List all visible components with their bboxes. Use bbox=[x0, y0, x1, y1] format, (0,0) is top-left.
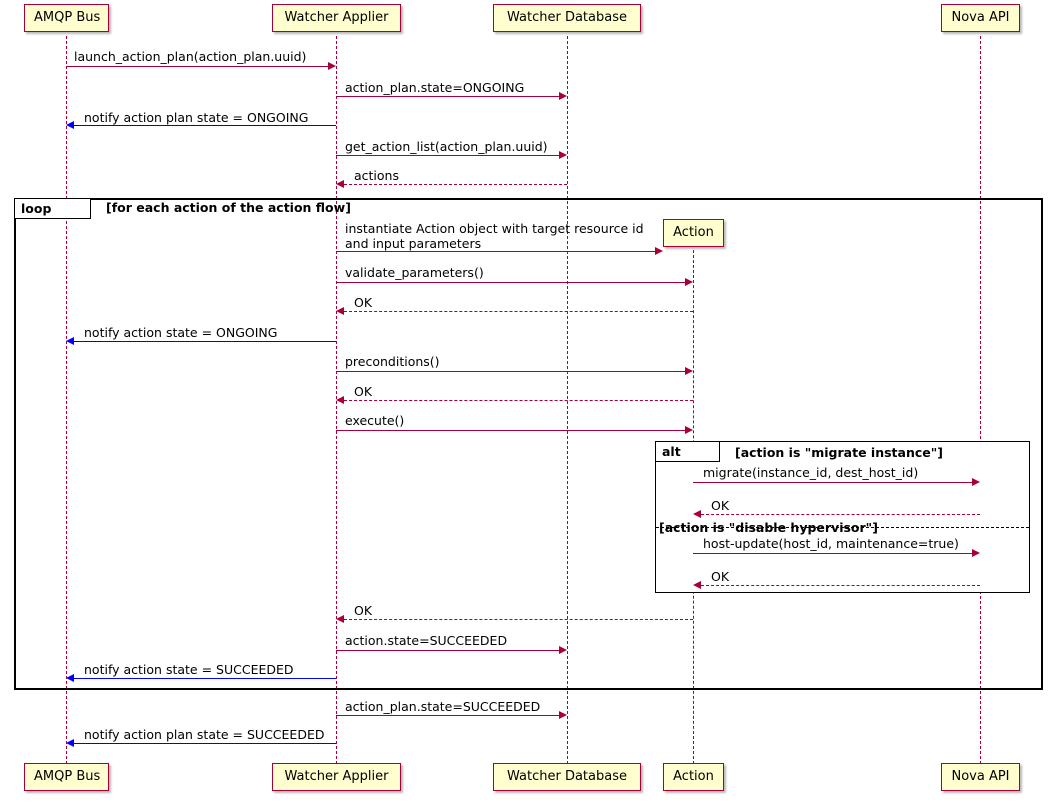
participant-nova-bottom[interactable] bbox=[941, 763, 1020, 791]
loop-frame-tab-label: loop bbox=[21, 201, 52, 216]
participant-amqp-top[interactable] bbox=[24, 4, 109, 32]
message-label-plan-succeeded: action_plan.state=SUCCEEDED bbox=[345, 699, 541, 714]
message-arrowhead-notify-plan-succeeded bbox=[66, 739, 74, 747]
message-arrowhead-launch-action-plan bbox=[328, 62, 336, 70]
message-arrow-execute bbox=[336, 430, 685, 431]
alt-frame-condition-1: [action is "migrate instance"] bbox=[735, 445, 943, 460]
alt-frame-condition-2: [action is "disable hypervisor"] bbox=[659, 520, 878, 535]
participant-action-created[interactable] bbox=[663, 219, 724, 247]
participant-nova-top-label: Nova API bbox=[951, 10, 1010, 25]
participant-database-bottom[interactable] bbox=[493, 763, 641, 791]
message-arrow-preconditions bbox=[336, 371, 685, 372]
message-label-validate-parameters: validate_parameters() bbox=[345, 265, 484, 280]
loop-frame-condition: [for each action of the action flow] bbox=[106, 200, 351, 215]
message-arrowhead-plan-succeeded bbox=[559, 711, 567, 719]
participant-database-top[interactable] bbox=[493, 4, 641, 32]
message-arrowhead-get-action-list bbox=[559, 151, 567, 159]
loop-frame-tab bbox=[15, 199, 91, 219]
participant-applier-bottom[interactable] bbox=[272, 763, 401, 791]
message-label-migrate-ok: OK bbox=[711, 498, 730, 513]
message-label-notify-plan-ongoing: notify action plan state = ONGOING bbox=[84, 110, 309, 125]
message-arrowhead-notify-action-ongoing bbox=[66, 337, 74, 345]
message-arrowhead-execute-ok bbox=[336, 615, 344, 623]
participant-action-created-label: Action bbox=[673, 225, 714, 240]
participant-amqp-bottom[interactable] bbox=[24, 763, 109, 791]
message-label-get-action-list: get_action_list(action_plan.uuid) bbox=[345, 139, 548, 154]
message-label-notify-action-ongoing: notify action state = ONGOING bbox=[84, 325, 278, 340]
message-label-preconditions: preconditions() bbox=[345, 354, 440, 369]
message-arrowhead-preconditions bbox=[685, 367, 693, 375]
message-arrow-launch-action-plan bbox=[66, 66, 328, 67]
message-arrowhead-actions bbox=[336, 180, 344, 188]
message-arrow-notify-action-succeeded bbox=[74, 678, 336, 679]
message-arrow-execute-ok bbox=[344, 619, 693, 620]
participant-amqp-top-label: AMQP Bus bbox=[34, 10, 101, 25]
message-label-migrate: migrate(instance_id, dest_host_id) bbox=[703, 465, 919, 480]
message-arrowhead-host-update bbox=[972, 549, 980, 557]
message-arrowhead-host-update-ok bbox=[693, 581, 701, 589]
message-arrow-instantiate-action bbox=[336, 251, 655, 252]
message-arrow-action-plan-ongoing bbox=[336, 96, 559, 97]
message-arrowhead-execute bbox=[685, 426, 693, 434]
message-arrow-migrate-ok bbox=[701, 514, 980, 515]
message-arrowhead-notify-action-succeeded bbox=[66, 674, 74, 682]
message-arrow-plan-succeeded bbox=[336, 715, 559, 716]
message-arrow-action-succeeded bbox=[336, 650, 559, 651]
message-arrow-migrate bbox=[693, 482, 972, 483]
message-label-notify-plan-succeeded: notify action plan state = SUCCEEDED bbox=[84, 727, 325, 742]
message-arrowhead-instantiate-action bbox=[655, 247, 663, 255]
participant-applier-top-label: Watcher Applier bbox=[284, 10, 389, 25]
participant-nova-top[interactable] bbox=[941, 4, 1020, 32]
message-arrow-notify-plan-ongoing bbox=[74, 125, 336, 126]
message-arrow-get-action-list bbox=[336, 155, 559, 156]
message-arrow-host-update-ok bbox=[701, 585, 980, 586]
message-label-instantiate-action: instantiate Action object with target resource id and input parameters bbox=[345, 221, 644, 251]
message-label-action-plan-ongoing: action_plan.state=ONGOING bbox=[345, 80, 525, 95]
message-arrowhead-migrate bbox=[972, 478, 980, 486]
alt-frame-tab bbox=[656, 442, 720, 462]
participant-action-bottom[interactable] bbox=[663, 763, 724, 791]
message-arrow-validate-ok bbox=[344, 311, 693, 312]
participant-applier-bottom-label: Watcher Applier bbox=[284, 769, 389, 784]
participant-database-bottom-label: Watcher Database bbox=[507, 769, 627, 784]
message-label-execute-ok: OK bbox=[354, 603, 373, 618]
message-arrow-validate-parameters bbox=[336, 282, 685, 283]
message-arrow-notify-plan-succeeded bbox=[74, 743, 336, 744]
message-arrowhead-validate-ok bbox=[336, 307, 344, 315]
message-arrow-preconditions-ok bbox=[344, 400, 693, 401]
message-arrowhead-preconditions-ok bbox=[336, 396, 344, 404]
participant-amqp-bottom-label: AMQP Bus bbox=[34, 769, 101, 784]
message-arrow-host-update bbox=[693, 553, 972, 554]
message-arrow-notify-action-ongoing bbox=[74, 341, 336, 342]
alt-frame-tab-label: alt bbox=[662, 444, 681, 459]
message-label-validate-ok: OK bbox=[354, 295, 373, 310]
message-arrowhead-action-plan-ongoing bbox=[559, 92, 567, 100]
participant-applier-top[interactable] bbox=[272, 4, 401, 32]
message-arrowhead-migrate-ok bbox=[693, 510, 701, 518]
message-arrowhead-validate-parameters bbox=[685, 278, 693, 286]
message-label-execute: execute() bbox=[345, 413, 405, 428]
message-arrowhead-action-succeeded bbox=[559, 646, 567, 654]
participant-database-top-label: Watcher Database bbox=[507, 10, 627, 25]
message-label-host-update: host-update(host_id, maintenance=true) bbox=[703, 536, 959, 551]
message-arrowhead-notify-plan-ongoing bbox=[66, 121, 74, 129]
message-label-notify-action-succeeded: notify action state = SUCCEEDED bbox=[84, 662, 294, 677]
message-label-preconditions-ok: OK bbox=[354, 384, 373, 399]
participant-action-bottom-label: Action bbox=[673, 769, 714, 784]
message-label-host-update-ok: OK bbox=[711, 569, 730, 584]
message-label-launch-action-plan: launch_action_plan(action_plan.uuid) bbox=[74, 49, 307, 64]
participant-nova-bottom-label: Nova API bbox=[951, 769, 1010, 784]
message-label-actions: actions bbox=[354, 168, 399, 183]
message-arrow-actions bbox=[344, 184, 567, 185]
message-label-action-succeeded: action.state=SUCCEEDED bbox=[345, 633, 508, 648]
